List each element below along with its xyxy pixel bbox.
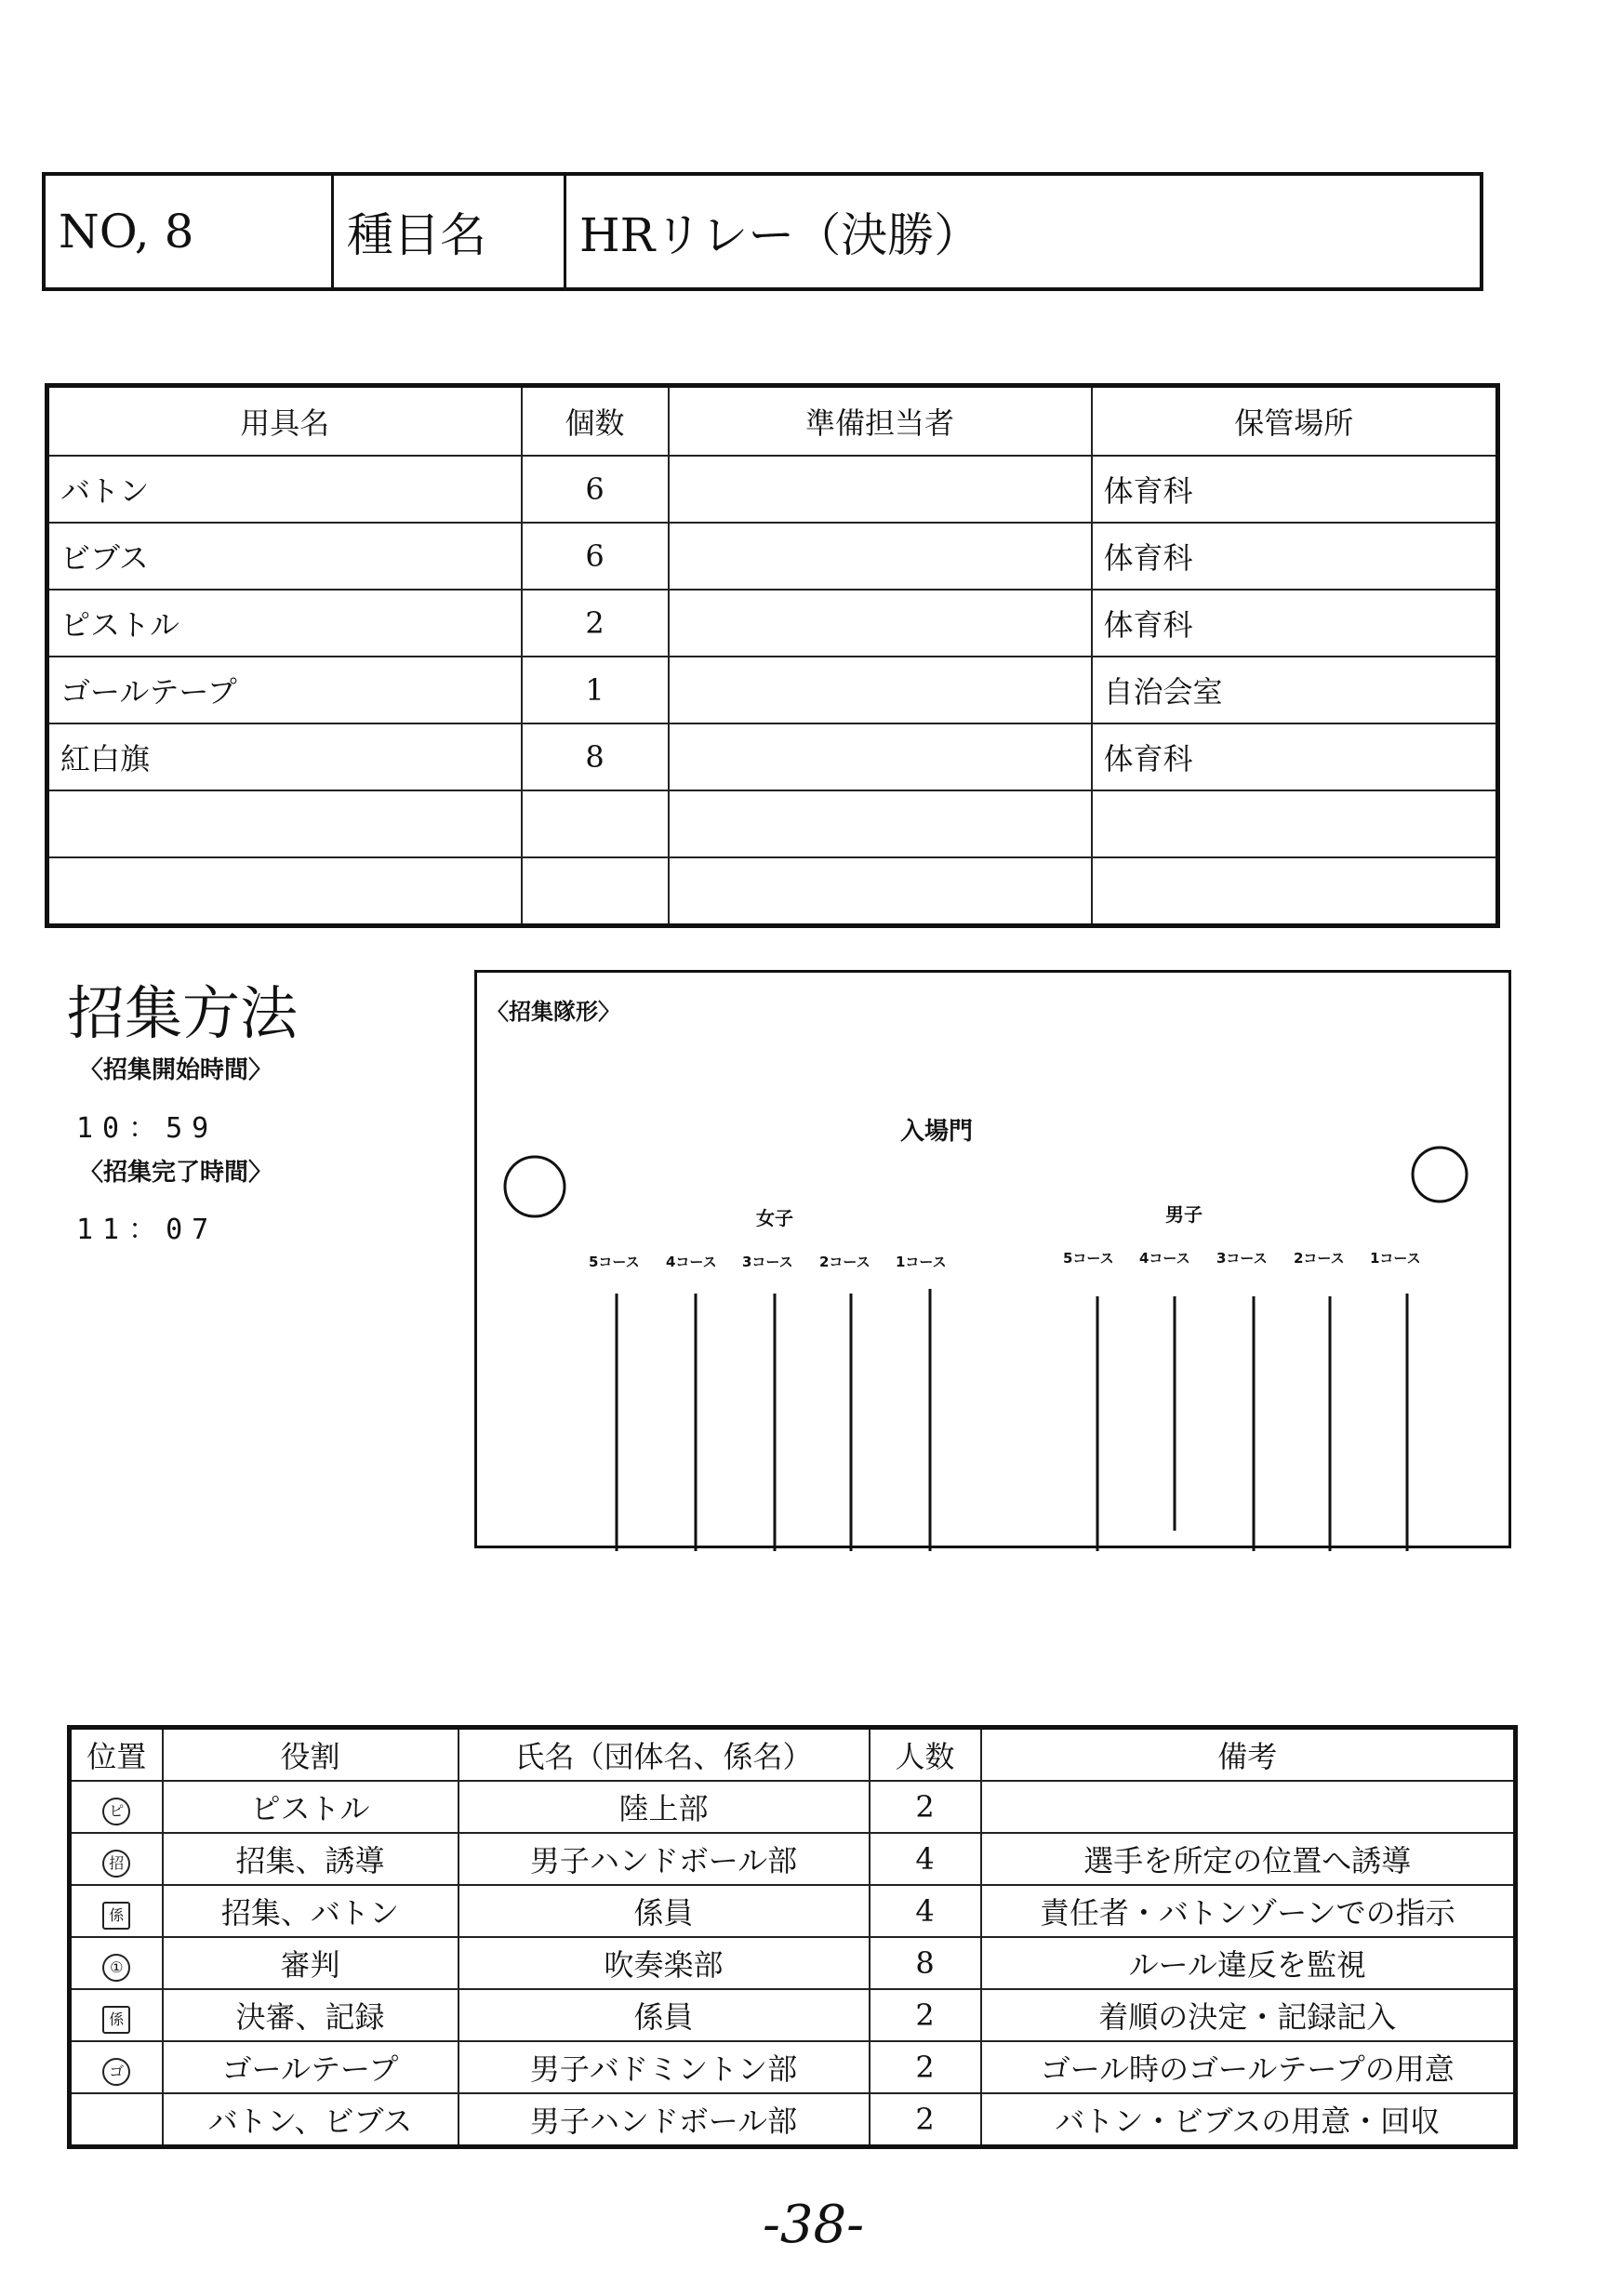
equipment-storage [1092, 857, 1498, 926]
equipment-name [47, 790, 522, 857]
girls-course-label: 2コース [819, 1254, 870, 1270]
position-cell [70, 1833, 163, 1885]
position-recruit-icon: 招 [102, 1850, 130, 1878]
equipment-storage: 体育科 [1092, 456, 1498, 523]
staff-count: 2 [870, 2041, 981, 2093]
staff-role: 招集、バトン [163, 1885, 458, 1937]
staff-header-row [70, 1728, 1516, 1782]
equipment-name [47, 857, 522, 926]
equipment-preparer [669, 657, 1092, 723]
staff-role: 決審、記録 [163, 1989, 458, 2041]
equipment-storage [1092, 790, 1498, 857]
equipment-name: ゴールテープ [47, 657, 522, 723]
staff-col-role: 役割 [163, 1728, 458, 1782]
staff-name: 陸上部 [458, 1781, 870, 1833]
equipment-preparer [669, 456, 1092, 523]
equipment-count [522, 790, 669, 857]
table-row [47, 523, 1498, 590]
left-circle-marker [505, 1157, 565, 1216]
boys-course-label: 4コース [1139, 1250, 1190, 1267]
recruit-start-time: 10：59 [76, 1112, 219, 1145]
equipment-name: 紅白旗 [47, 723, 522, 790]
equipment-storage: 自治会室 [1092, 657, 1498, 723]
staff-count: 4 [870, 1885, 981, 1937]
position-cell [70, 1937, 163, 1989]
equipment-col-count: 個数 [522, 386, 669, 457]
position-cell [70, 2093, 163, 2147]
staff-count: 2 [870, 1989, 981, 2041]
position-cell [70, 1781, 163, 1833]
table-row [47, 456, 1498, 523]
recruit-start-label: 〈招集開始時間〉 [79, 1056, 273, 1084]
equipment-name: バトン [47, 456, 522, 523]
girls-course-label: 1コース [896, 1254, 947, 1270]
boys-course-label: 5コース [1063, 1250, 1114, 1267]
staff-name: 男子バドミントン部 [458, 2041, 870, 2093]
staff-col-note: 備考 [981, 1728, 1516, 1782]
table-row [70, 1833, 1516, 1885]
event-label: 種目名 [334, 176, 566, 287]
staff-count: 8 [870, 1937, 981, 1989]
boys-course-label: 2コース [1294, 1250, 1345, 1267]
table-row [70, 1937, 1516, 1989]
equipment-col-storage: 保管場所 [1092, 386, 1498, 457]
table-row [70, 2093, 1516, 2147]
staff-name: 係員 [458, 1885, 870, 1937]
position-judge-icon: ① [102, 1954, 130, 1982]
staff-col-name: 氏名（団体名、係名） [458, 1728, 870, 1782]
staff-note: ルール違反を監視 [981, 1937, 1516, 1989]
equipment-preparer [669, 857, 1092, 926]
staff-name: 男子ハンドボール部 [458, 1833, 870, 1885]
table-row [70, 1885, 1516, 1937]
recruit-end-time: 11：07 [76, 1214, 219, 1246]
boys-course-label: 3コース [1216, 1250, 1268, 1267]
girls-course-label: 4コース [666, 1254, 717, 1270]
equipment-table [45, 383, 1500, 928]
table-row [70, 1781, 1516, 1833]
recruit-title: 招集方法 [67, 979, 299, 1047]
table-row [47, 590, 1498, 657]
staff-table [67, 1725, 1518, 2149]
formation-drawing [477, 973, 1514, 1551]
table-row [70, 2041, 1516, 2093]
staff-name: 係員 [458, 1989, 870, 2041]
equipment-name: ピストル [47, 590, 522, 657]
staff-role: ゴールテープ [163, 2041, 458, 2093]
staff-role: 招集、誘導 [163, 1833, 458, 1885]
equipment-preparer [669, 590, 1092, 657]
staff-count: 4 [870, 1833, 981, 1885]
equipment-preparer [669, 523, 1092, 590]
position-staff-icon: 係 [102, 1902, 130, 1930]
equipment-storage: 体育科 [1092, 523, 1498, 590]
equipment-storage: 体育科 [1092, 590, 1498, 657]
equipment-col-preparer: 準備担当者 [669, 386, 1092, 457]
staff-note: バトン・ビブスの用意・回収 [981, 2093, 1516, 2147]
equipment-count: 6 [522, 523, 669, 590]
girls-label: 女子 [756, 1207, 793, 1229]
staff-role: 審判 [163, 1937, 458, 1989]
staff-note: 着順の決定・記録記入 [981, 1989, 1516, 2041]
staff-count: 2 [870, 2093, 981, 2147]
equipment-count: 6 [522, 456, 669, 523]
staff-name: 男子ハンドボール部 [458, 2093, 870, 2147]
page-number: -38- [763, 2195, 865, 2255]
equipment-preparer [669, 723, 1092, 790]
equipment-count: 2 [522, 590, 669, 657]
equipment-count [522, 857, 669, 926]
equipment-header-row [47, 386, 1498, 457]
formation-diagram [474, 970, 1511, 1548]
staff-col-position: 位置 [70, 1728, 163, 1782]
equipment-storage: 体育科 [1092, 723, 1498, 790]
staff-note: ゴール時のゴールテープの用意 [981, 2041, 1516, 2093]
formation-title: 〈招集隊形〉 [486, 999, 620, 1025]
equipment-col-name: 用具名 [47, 386, 522, 457]
position-goal-icon: ゴ [102, 2058, 130, 2086]
position-pistol-icon: ピ [102, 1798, 130, 1825]
girls-course-label: 3コース [742, 1254, 793, 1270]
recruit-end-label: 〈招集完了時間〉 [79, 1159, 273, 1187]
table-row [47, 790, 1498, 857]
staff-note: 責任者・バトンゾーンでの指示 [981, 1885, 1516, 1937]
position-cell [70, 1885, 163, 1937]
position-record-icon: 係 [102, 2006, 130, 2034]
event-number: NO, 8 [46, 176, 334, 287]
equipment-preparer [669, 790, 1092, 857]
boys-course-label: 1コース [1370, 1250, 1421, 1267]
table-row [47, 857, 1498, 926]
staff-role: バトン、ビブス [163, 2093, 458, 2147]
equipment-name: ビブス [47, 523, 522, 590]
staff-col-count: 人数 [870, 1728, 981, 1782]
table-row [47, 723, 1498, 790]
equipment-count: 1 [522, 657, 669, 723]
entrance-gate-label: 入場門 [900, 1118, 974, 1146]
table-row [70, 1989, 1516, 2041]
staff-count: 2 [870, 1781, 981, 1833]
staff-role: ピストル [163, 1781, 458, 1833]
position-cell [70, 1989, 163, 2041]
girls-course-label: 5コース [589, 1254, 640, 1270]
equipment-count: 8 [522, 723, 669, 790]
staff-name: 吹奏楽部 [458, 1937, 870, 1989]
right-circle-marker [1413, 1148, 1467, 1201]
position-cell [70, 2041, 163, 2093]
table-row [47, 657, 1498, 723]
staff-note: 選手を所定の位置へ誘導 [981, 1833, 1516, 1885]
boys-label: 男子 [1165, 1203, 1203, 1226]
staff-note [981, 1781, 1516, 1833]
event-header [42, 172, 1483, 291]
event-name: HRリレー（決勝） [579, 208, 981, 262]
